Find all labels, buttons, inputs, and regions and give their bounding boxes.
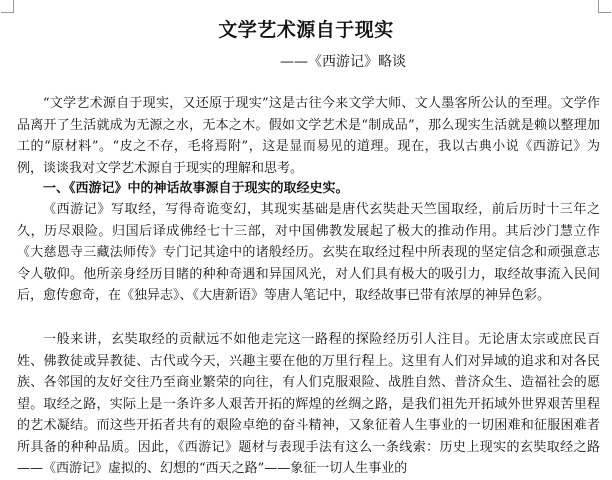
section-heading-1: 一、《西游记》中的神话故事源自于现实的取经史实。 bbox=[43, 181, 349, 196]
page-corner-mark-top-left bbox=[1, 0, 14, 13]
paragraph-section1-2: 一般来讲，玄奘取经的贡献远不如他走完这一路程的探险经历引人注目。无论唐太宗或庶民百姓、佛教徒或异教徒、古代或今天，兴趣主要在他的万里行程上。这里有人们对异域的追求和对各民族、各邻国的友好交往乃至商业繁荣的向往，有人们克服艰险、战胜自然、普济众生、造福社会的愿望。取经之路，实际上是一条许多人艰苦开拓的辉煌的丝绸之路，是我们祖先开拓域外世界艰苦里程的艺术凝结。而这些开拓者共有的艰险卓绝的奋斗精神，又象征着人生事业的一切困难和征服困难者所具备的种种品质。因此，《西游记》题材与表现手法有这么一条线索：历史上现实的玄奘取经之路——《西游记》虚拟的、幻想的“西天之路”——象征一切人生事业的 bbox=[17, 332, 600, 476]
document-title: 文学艺术源自于现实 bbox=[218, 19, 394, 41]
page-corner-mark-top-right bbox=[598, 0, 611, 13]
paragraph-section1-1: 《西游记》写取经，写得奇诡变幻，其现实基础是唐代玄奘赴天竺国取经，前后历时十三年之久，历尽艰险。归国后译成佛经七十三部，对中国佛教发展起了极大的推动作用。其后沙门慧立作《大慈恩寺三藏法师传》专门记其途中的诸般经历。玄奘在取经过程中所表现的坚定信念和顽强意志令人敬仰。他所亲身经历目睹的种种奇遇和异国风光，对人们具有极大的吸引力，取经故事流入民间后，愈传愈奇，在《独异志》、《大唐新语》等唐人笔记中，取经故事已带有浓厚的神异色彩。 bbox=[17, 202, 600, 303]
document-subtitle: ——《西游记》略谈 bbox=[280, 54, 406, 70]
paragraph-intro: “文学艺术源自于现实，又还原于现实”这是古往今来文学大师、文人墨客所公认的至理。文学作品离开了生活就成为无源之水，无本之木。假如文学艺术是“制成品”，那么现实生活就是赖以整理加工的“原材料”。“皮之不存，毛将焉附”，这是显而易见的道理。现在，我以古典小说《西游记》为例，谈谈我对文学艺术源自于现实的理解和思考。 bbox=[17, 96, 600, 176]
